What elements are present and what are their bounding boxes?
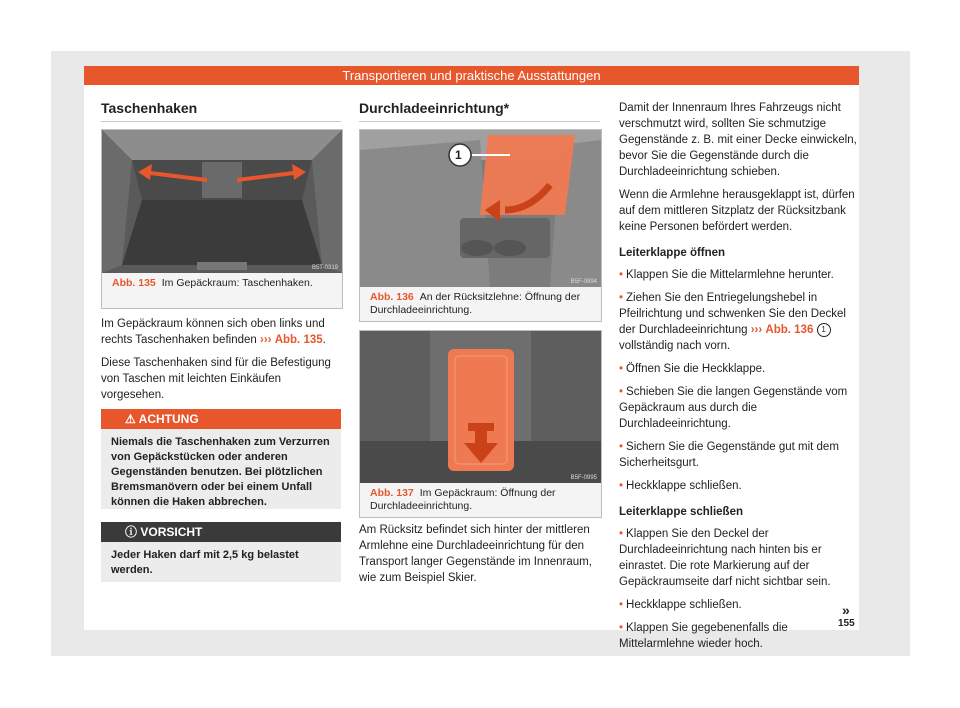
subheading-close: Leiterklappe schließen — [619, 506, 743, 518]
caution-text: Jeder Haken darf mit 2,5 kg belastet werden. — [111, 549, 299, 576]
trunk-passthrough-illustration — [360, 331, 601, 483]
bullet-item — [619, 267, 857, 283]
bullet-text: Heckklappe schließen. — [626, 480, 742, 492]
paragraph: Am Rücksitz befindet sich hinter der mittleren Armlehne eine Durchladeeinrichtung für den Transport langer Gegenstände im Innenraum, wie zum Beispiel Skier. — [359, 524, 592, 584]
caution-title: VORSICHT — [140, 525, 203, 539]
col2-body — [359, 522, 602, 593]
bullet-dot: • — [619, 480, 624, 492]
caution-header — [101, 522, 341, 542]
trunk-illustration — [102, 130, 342, 273]
bullet-dot: • — [619, 622, 624, 634]
subheading-open: Leiterklappe öffnen — [619, 247, 726, 259]
figure-caption-text: An der Rücksitzlehne: Öffnung der Durchladeeinrichtung. — [370, 291, 581, 316]
warning-title: ACHTUNG — [138, 412, 199, 426]
callout-number: 1 — [455, 148, 462, 162]
bullet-dot: • — [619, 441, 624, 453]
bullet-dot: • — [619, 528, 624, 540]
bullet-text: Schieben Sie die langen Gegenstände vom Gepäckraum aus durch die Durchladeeinrichtung. — [619, 386, 848, 430]
bullet-item — [619, 361, 857, 377]
paragraph-end: . — [322, 334, 326, 346]
figure-137-image — [360, 331, 601, 483]
figure-caption-text: Im Gepäckraum: Taschenhaken. — [161, 277, 313, 289]
col1-body — [101, 316, 344, 410]
bullet-item — [619, 478, 857, 494]
figure-135-image — [102, 130, 342, 273]
bullet-item — [619, 290, 857, 354]
info-icon: ⓘ — [125, 525, 138, 539]
bullet-item — [619, 620, 857, 652]
figure-136 — [359, 129, 602, 322]
bullet-text: Klappen Sie den Deckel der Durchladeeinrichtung nach hinten bis er einrastet. Die rote Markierung auf der Gepäckraumseite darf nicht sichtbar sein. — [619, 528, 831, 588]
caution-box — [101, 522, 341, 582]
bullet-text: Sichern Sie die Gegenstände gut mit dem Sicherheitsgurt. — [619, 441, 839, 469]
figure-number: Abb. 137 — [370, 487, 414, 499]
col3-body — [619, 100, 857, 659]
paragraph — [101, 316, 344, 348]
bullet-text: vollständig nach vorn. — [619, 340, 731, 352]
warning-icon: ⚠ — [125, 412, 136, 426]
bullet-dot: • — [619, 599, 624, 611]
callout-number: 1 — [817, 323, 831, 337]
figure-number: Abb. 136 — [370, 291, 414, 303]
chapter-header: Transportieren und praktische Ausstattungen — [84, 66, 859, 85]
page-number: 155 — [838, 618, 855, 629]
figure-number: Abb. 135 — [112, 277, 156, 289]
figure-code: B5T-0319 — [311, 265, 338, 271]
paragraph: Wenn die Armlehne herausgeklappt ist, dürfen auf dem mittleren Sitzplatz der Rücksitzbank keine Personen befördert werden. — [619, 189, 855, 233]
figure-caption — [360, 287, 601, 321]
figure-caption — [360, 483, 601, 517]
warning-box — [101, 409, 341, 509]
bullet-item — [619, 384, 857, 432]
continue-chevron-icon: » — [842, 602, 850, 618]
figure-link[interactable]: Abb. 135 — [274, 334, 323, 346]
section-title-taschenhaken: Taschenhaken — [101, 100, 198, 116]
bullet-dot: • — [619, 363, 624, 375]
paragraph-text: Im Gepäckraum können sich oben links und rechts Taschenhaken befinden — [101, 318, 325, 346]
warning-header — [101, 409, 341, 429]
paragraph: Damit der Innenraum Ihres Fahrzeugs nicht verschmutzt wird, sollten Sie schmutzige Gegenstände z. B. mit einer Decke einwickeln, bevor Sie die Gegenstände durch die Durchladeeinrichtung schieben. — [619, 102, 857, 178]
bullet-text: Ziehen Sie den Entriegelungshebel in Pfeilrichtung und schwenken Sie den Deckel der Durchladeeinrichtung — [619, 292, 846, 336]
bullet-dot: • — [619, 386, 624, 398]
section-title-durchladeeinrichtung: Durchladeeinrichtung* — [359, 100, 510, 116]
paragraph: Diese Taschenhaken sind für die Befestigung von Taschen mit leichten Einkäufen vorgesehen. — [101, 357, 331, 401]
figure-136-image — [360, 130, 601, 287]
bullet-item — [619, 439, 857, 471]
bullet-text: Öffnen Sie die Heckklappe. — [626, 363, 766, 375]
figure-code: B5F-0994 — [570, 279, 597, 285]
section-rule — [359, 121, 600, 122]
figure-135 — [101, 129, 343, 309]
bullet-text: Heckklappe schließen. — [626, 599, 742, 611]
figure-caption — [102, 273, 342, 294]
bullet-item — [619, 526, 857, 590]
figure-137 — [359, 330, 602, 518]
bullet-dot: • — [619, 292, 624, 304]
figure-caption-text: Im Gepäckraum: Öffnung der Durchladeeinrichtung. — [370, 487, 556, 512]
bullet-item — [619, 597, 857, 613]
figure-code: B5F-0995 — [570, 475, 597, 481]
section-rule — [101, 121, 341, 122]
bullet-dot: • — [619, 269, 624, 281]
ref-arrow: ››› — [750, 324, 763, 336]
ref-arrow: ››› — [260, 334, 272, 346]
figure-link[interactable]: Abb. 136 — [765, 324, 814, 336]
rear-seat-illustration — [360, 130, 601, 287]
bullet-text: Klappen Sie die Mittelarmlehne herunter. — [626, 269, 834, 281]
bullet-text: Klappen Sie gegebenenfalls die Mittelarmlehne wieder hoch. — [619, 622, 788, 650]
warning-text: Niemals die Taschenhaken zum Verzurren von Gepäckstücken oder anderen Gegenständen benutzen. Bei plötzlichen Bremsmanövern oder bei einem Unfall können die Haken abbrechen. — [111, 436, 330, 508]
